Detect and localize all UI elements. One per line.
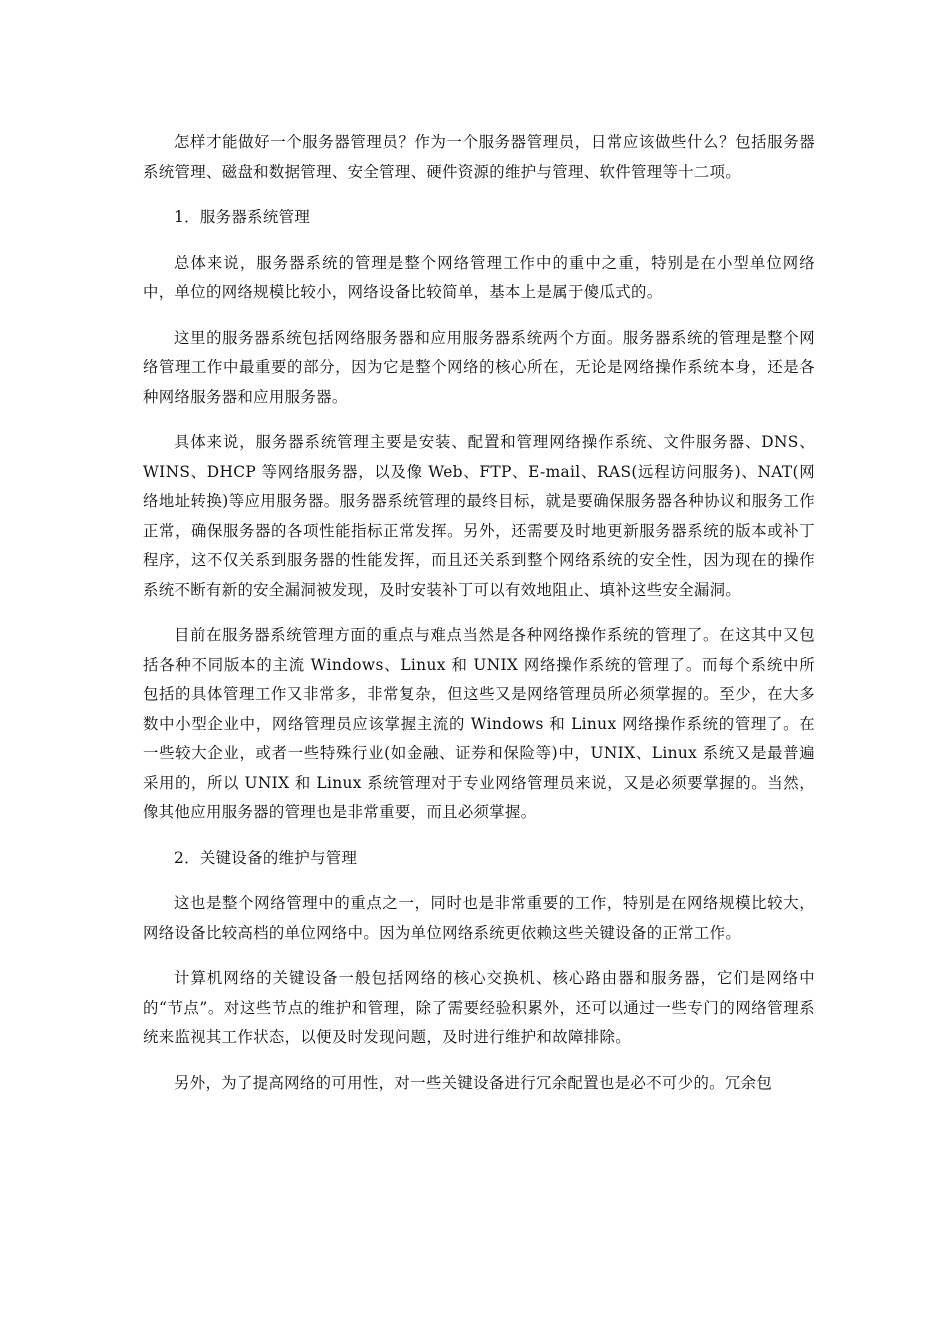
section-heading-server-system-management: 1．服务器系统管理 <box>174 208 311 226</box>
body-paragraph: 计算机网络的关键设备一般包括网络的核心交换机、核心路由器和服务器，它们是网络中的“节点”。对这些节点的维护和管理，除了需要经验积累外，还可以通过一些专门的网络管理系统来监视其工作状态，以便及时发现问题，及时进行维护和故障排除。 <box>143 969 815 1046</box>
body-paragraph: 总体来说，服务器系统的管理是整个网络管理工作中的重中之重，特别是在小型单位网络中，单位的网络规模比较小，网络设备比较简单，基本上是属于傻瓜式的。 <box>143 253 815 301</box>
body-paragraph: 具体来说，服务器系统管理主要是安装、配置和管理网络操作系统、文件服务器、DNS、WINS、DHCP 等网络服务器，以及像 Web、FTP、E-mail、RAS(远程访问服务)、NAT(网络地址转换)等应用服务器。服务器系统管理的最终目标，就是要确保服务器各种协议和服务工作正常，确保服务器的各项性能指标正常发挥。另外，还需要及时地更新服务器系统的版本或补丁程序，这不仅关系到服务器的性能发挥，而且还关系到整个网络系统的安全性，因为现在的操作系统不断有新的安全漏洞被发现，及时安装补丁可以有效地阻止、填补这些安全漏洞。 <box>143 433 815 599</box>
section-heading-key-device-maintenance: 2．关键设备的维护与管理 <box>174 848 358 867</box>
body-paragraph: 另外，为了提高网络的可用性，对一些关键设备进行冗余配置也是必不可少的。冗余包 <box>174 1073 773 1092</box>
body-paragraph: 这里的服务器系统包括网络服务器和应用服务器系统两个方面。服务器系统的管理是整个网络管理工作中最重要的部分，因为它是整个网络的核心所在，无论是网络操作系统本身，还是各种网络服务器和应用服务器。 <box>143 328 815 406</box>
document-page <box>143 128 815 1114</box>
body-paragraph: 目前在服务器系统管理方面的重点与难点当然是各种网络操作系统的管理了。在这其中又包括各种不同版本的主流 Windows、Linux 和 UNIX 网络操作系统的管理了。而每个系统中所包括的具体管理工作又非常多，非常复杂，但这些又是网络管理员所必须掌握的。至少，在大多数中小型企业中，网络管理员应该掌握主流的 Windows 和 Linux 网络操作系统的管理了。在一些较大企业，或者一些特殊行业(如金融、证券和保险等)中，UNIX、Linux 系统又是最普遍采用的，所以 UNIX 和 Linux 系统管理对于专业网络管理员来说，又是必须要掌握的。当然，像其他应用服务器的管理也是非常重要，而且必须掌握。 <box>143 626 815 821</box>
intro-paragraph: 怎样才能做好一个服务器管理员？作为一个服务器管理员，日常应该做些什么？包括服务器系统管理、磁盘和数据管理、安全管理、硬件资源的维护与管理、软件管理等十二项。 <box>143 133 815 181</box>
body-paragraph: 这也是整个网络管理中的重点之一，同时也是非常重要的工作，特别是在网络规模比较大，网络设备比较高档的单位网络中。因为单位网络系统更依赖这些关键设备的正常工作。 <box>143 894 815 942</box>
